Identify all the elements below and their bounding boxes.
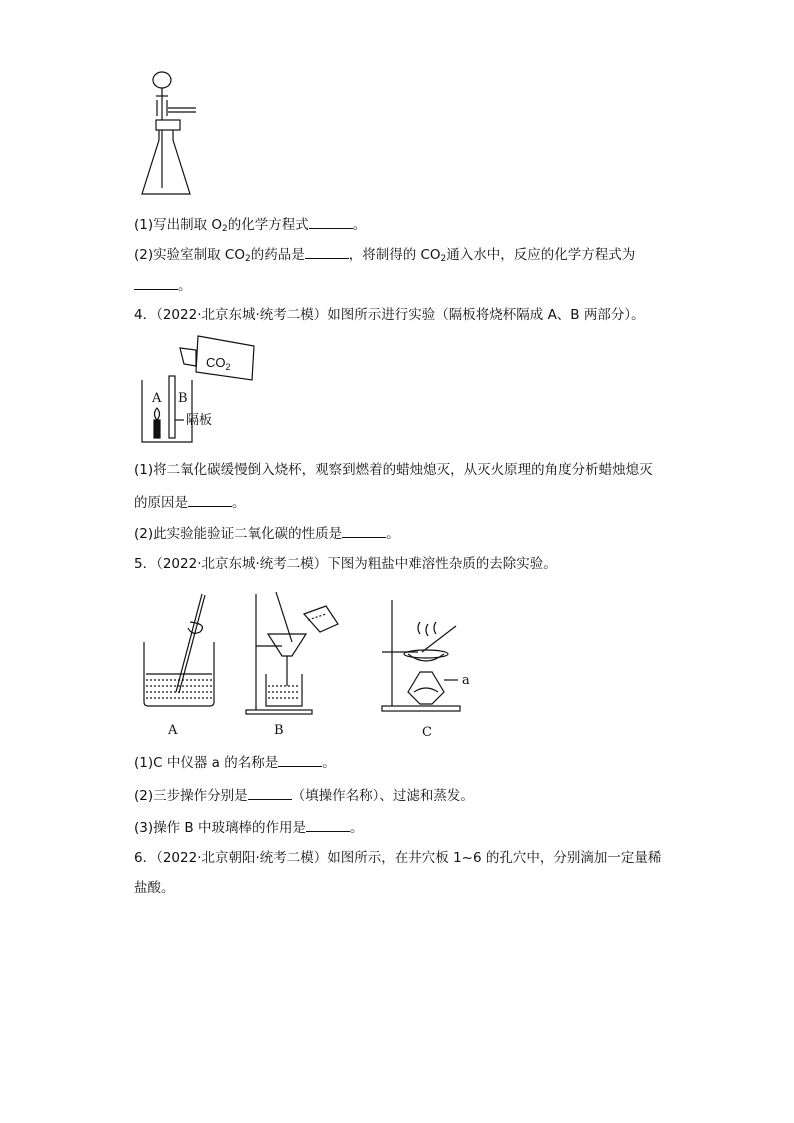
q4-stem: 4．（2022·北京东城·统考二模）如图所示进行实验（隔板将烧杯隔成 A、B 两部分）。: [134, 307, 645, 323]
q4-sub1-line1: (1)将二氧化碳缓慢倒入烧杯，观察到燃着的蜡烛熄灭，从灭火原理的角度分析蜡烛熄灭: [134, 462, 653, 478]
q3-sub1: (1)写出制取 $O_2$的化学方程式 。: [134, 217, 367, 234]
answer-blank[interactable]: [342, 524, 386, 538]
q4-sub1-line2: 的原因是 。: [134, 495, 246, 511]
co2-beaker-figure: [140, 336, 270, 448]
label-b: B: [178, 391, 188, 406]
answer-blank[interactable]: [305, 245, 349, 259]
instrument-a-label: a: [462, 673, 470, 688]
figure-b-filtration: [242, 590, 342, 742]
fig-a-label: A: [168, 723, 178, 738]
answer-blank[interactable]: [306, 818, 350, 832]
q5-sub2: (2)三步操作分别是 （填操作名称）、过滤和蒸发。: [134, 788, 474, 804]
co2-label: $CO_2$: [206, 355, 231, 372]
q5-sub3: (3)操作 B 中玻璃棒的作用是 。: [134, 820, 364, 836]
q3-sub2: (2)实验室制取 $CO_2$的药品是 ，将制得的 $CO_2$通入水中，反应的化学方程式为: [134, 247, 636, 264]
fig-c-label: C: [422, 725, 432, 740]
answer-blank[interactable]: [309, 215, 353, 229]
answer-blank[interactable]: [188, 493, 232, 507]
q6-stem-line1: 6．（2022·北京朝阳·统考二模）如图所示，在井穴板 1~6 的孔穴中，分别滴加一定量稀: [134, 850, 662, 866]
gas-generator-figure: [140, 70, 210, 200]
figure-c-evaporation: [378, 596, 488, 742]
answer-blank[interactable]: [134, 276, 178, 290]
fig-b-label: B: [274, 723, 284, 738]
answer-blank[interactable]: [248, 786, 292, 800]
partition-label: 隔板: [186, 412, 213, 427]
q4-sub2: (2)此实验能验证二氧化碳的性质是 。: [134, 526, 400, 542]
q6-stem-line2: 盐酸。: [134, 880, 175, 896]
answer-blank[interactable]: [278, 753, 322, 767]
label-a: A: [152, 391, 162, 406]
figure-a-dissolve: [140, 592, 220, 742]
q3-sub2-cont: 。: [134, 276, 192, 295]
q5-stem: 5．（2022·北京东城·统考二模）下图为粗盐中难溶性杂质的去除实验。: [134, 556, 557, 572]
q5-sub1: (1)C 中仪器 a 的名称是 。: [134, 755, 336, 771]
